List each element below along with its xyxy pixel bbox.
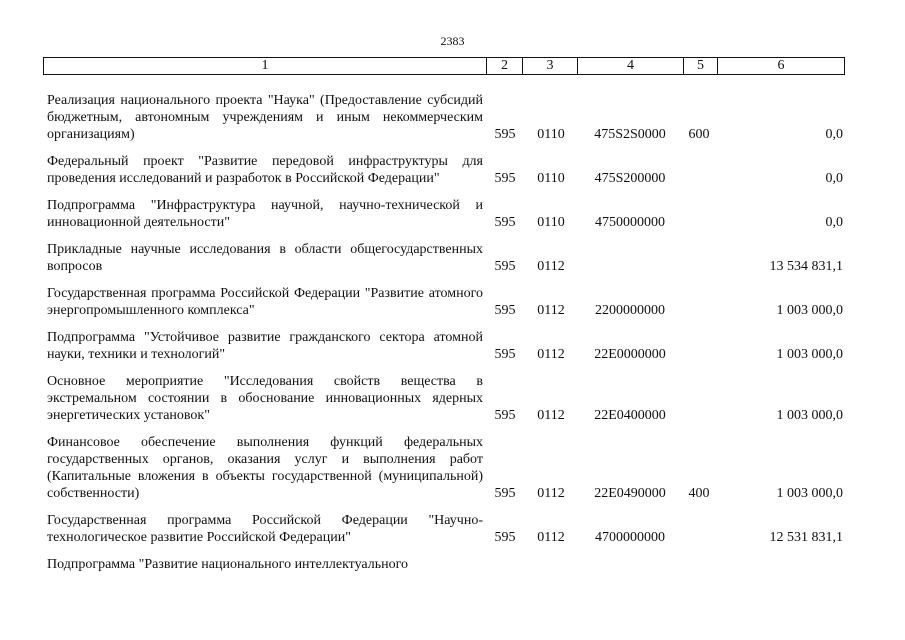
column-header-4: 4 — [578, 58, 684, 75]
column-header-5: 5 — [684, 58, 718, 75]
row-description: Финансовое обеспечение выполнения функций федеральных государственных органов, оказания услуг и выполнения работ (Капитальные вложения в объекты государственной (муниципальной) собственности) — [47, 435, 483, 501]
table-row — [0, 285, 905, 319]
row-ministry-code: 595 — [494, 530, 516, 545]
row-target-code: 2200000000 — [595, 303, 665, 318]
row-ministry-code: 595 — [494, 347, 516, 362]
row-expense-type: 400 — [688, 486, 710, 501]
table-row — [0, 92, 905, 143]
row-target-code: 4750000000 — [595, 215, 665, 230]
row-amount: 1 003 000,0 — [776, 347, 843, 362]
row-amount: 12 531 831,1 — [769, 530, 843, 545]
row-description: Федеральный проект "Развитие передовой инфраструктуры для проведения исследований и разработок в Российской Федерации" — [47, 154, 483, 186]
table-row — [0, 512, 905, 546]
table-row — [0, 153, 905, 187]
row-description: Подпрограмма "Устойчивое развитие гражданского сектора атомной науки, техники и технологий" — [47, 330, 483, 362]
table-row — [0, 373, 905, 424]
row-target-code: 4700000000 — [595, 530, 665, 545]
table-row — [0, 434, 905, 502]
row-target-code: 475S2S0000 — [594, 127, 666, 142]
row-description: Подпрограмма "Развитие национального интеллектуального — [47, 557, 409, 572]
row-section-code: 0112 — [537, 259, 565, 274]
row-description: Государственная программа Российской Федерации "Научно-технологическое развитие Российской Федерации" — [47, 513, 483, 545]
table-row — [0, 329, 905, 363]
column-header-row — [44, 58, 845, 75]
row-section-code: 0110 — [537, 171, 565, 186]
page-number: 2383 — [440, 34, 465, 48]
row-description: Реализация национального проекта "Наука" (Предоставление субсидий бюджетным, автономным учреждениям и иным некоммерческим организациям) — [47, 93, 483, 142]
column-header-1: 1 — [44, 58, 487, 75]
row-amount: 13 534 831,1 — [769, 259, 843, 274]
row-ministry-code: 595 — [494, 303, 516, 318]
row-section-code: 0112 — [537, 303, 565, 318]
row-section-code: 0112 — [537, 486, 565, 501]
row-description: Основное мероприятие "Исследования свойств вещества в экстремальном состоянии в обоснование инновационных ядерных энергетических установок" — [47, 374, 483, 423]
row-amount: 1 003 000,0 — [776, 486, 843, 501]
row-ministry-code: 595 — [494, 215, 516, 230]
row-section-code: 0110 — [537, 127, 565, 142]
row-amount: 1 003 000,0 — [776, 303, 843, 318]
row-description: Прикладные научные исследования в области общегосударственных вопросов — [47, 242, 483, 274]
row-ministry-code: 595 — [494, 486, 516, 501]
row-target-code: 22Е0000000 — [594, 347, 666, 362]
row-target-code: 22Е0490000 — [594, 486, 666, 501]
row-section-code: 0112 — [537, 347, 565, 362]
row-ministry-code: 595 — [494, 259, 516, 274]
table-row — [0, 241, 905, 275]
row-amount: 0,0 — [825, 171, 843, 186]
row-ministry-code: 595 — [494, 171, 516, 186]
table-row — [0, 197, 905, 231]
row-amount: 0,0 — [825, 215, 843, 230]
column-header-table — [43, 57, 845, 75]
row-amount: 0,0 — [825, 127, 843, 142]
row-target-code: 22Е0400000 — [594, 408, 666, 423]
row-description: Государственная программа Российской Федерации "Развитие атомного энергопромышленного комплекса" — [47, 286, 483, 318]
row-section-code: 0112 — [537, 530, 565, 545]
row-target-code: 475S200000 — [594, 171, 666, 186]
row-section-code: 0112 — [537, 408, 565, 423]
row-description: Подпрограмма "Инфраструктура научной, научно-технической и инновационной деятельности" — [47, 198, 483, 230]
row-ministry-code: 595 — [494, 408, 516, 423]
row-ministry-code: 595 — [494, 127, 516, 142]
column-header-6: 6 — [718, 58, 845, 75]
row-amount: 1 003 000,0 — [776, 408, 843, 423]
column-header-2: 2 — [487, 58, 523, 75]
column-header-3: 3 — [523, 58, 578, 75]
table-row — [0, 556, 905, 573]
row-expense-type: 600 — [688, 127, 710, 142]
row-section-code: 0110 — [537, 215, 565, 230]
budget-rows — [0, 92, 905, 583]
